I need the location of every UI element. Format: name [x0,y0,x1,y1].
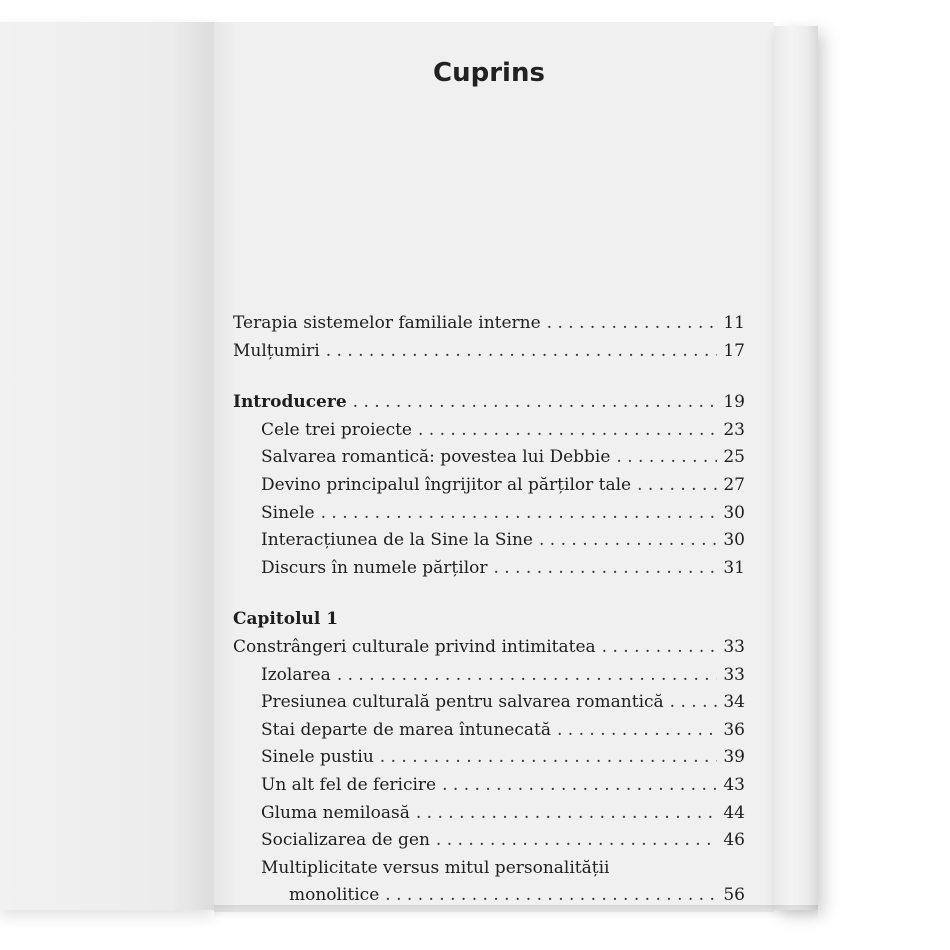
toc-entry [233,747,745,775]
toc-entry [233,830,745,858]
dot-leader [602,637,717,657]
dot-leader [670,692,717,712]
dot-leader [637,475,717,495]
toc-entry-page: 43 [723,774,745,795]
toc-entry [233,692,745,720]
toc-entry [233,775,745,803]
toc-entry-page: 34 [723,692,745,713]
chapter-label: Capitolul 1 [233,609,339,630]
dot-leader [494,558,718,578]
toc-entry [233,420,745,448]
dot-leader [442,775,717,795]
toc-entry-title: Interacțiunea de la Sine la Sine [261,530,533,551]
toc-entry-page: 27 [723,474,745,495]
toc-entry [233,475,745,503]
toc-entry-title: monolitice [289,885,380,906]
toc-entry-title: Sinele pustiu [261,747,374,768]
toc-entry-page: 33 [723,664,745,685]
dot-leader [616,447,717,467]
toc-entry-title: Un alt fel de fericire [261,774,437,795]
toc-entry-title: Sinele [261,502,315,523]
toc-entry [233,720,745,748]
toc-entry-title: Cele trei proiecte [261,419,412,440]
toc-entry-title: Gluma nemiloasă [261,802,410,823]
left-page [0,22,214,910]
dot-leader [416,803,717,823]
toc-entry-page: 17 [723,340,745,361]
toc-entry-page: 30 [723,502,745,523]
toc-entry [233,447,745,475]
toc-entry-title: Stai departe de marea întunecată [261,719,551,740]
dot-leader [380,747,717,767]
dot-leader [557,720,717,740]
toc-entry-continuation [233,885,745,913]
toc-entry-page: 56 [723,885,745,906]
toc-entry [233,665,745,693]
dot-leader [353,392,717,412]
toc-entry-page: 36 [723,719,745,740]
toc-entry-page: 19 [723,392,745,413]
toc-entry-title: Terapia sistemelor familiale interne [233,313,541,333]
toc-entry-title: Multiplicitate versus mitul personalității [261,857,610,878]
toc-entry [233,313,745,341]
dot-leader [337,665,717,685]
toc-chapter-heading [233,609,745,637]
dot-leader [385,885,717,905]
toc-entry-page: 11 [723,313,745,333]
toc-entry [233,341,745,369]
toc-entry-page: 39 [723,747,745,768]
toc-entry-title: Izolarea [261,664,331,685]
toc-entry-title: Devino principalul îngrijitor al părților tale [261,474,632,495]
toc-entry-page: 33 [723,636,745,657]
toc-entry-page: 44 [723,802,745,823]
toc-entry-page: 46 [723,830,745,851]
dot-leader [418,420,717,440]
toc-entry-page: 31 [723,557,745,578]
toc-entry-title: Presiunea culturală pentru salvarea romantică [261,692,664,713]
toc-entry-page: 25 [723,447,745,468]
page-edges [774,26,818,910]
toc-entry-title: Introducere [233,392,347,413]
dot-leader [321,503,717,523]
toc-entry-title: Salvarea romantică: povestea lui Debbie [261,447,611,468]
toc-entry [233,558,745,586]
toc-entry [233,503,745,531]
toc-entry-title: Socializarea de gen [261,830,430,851]
toc-entry-title: Constrângeri culturale privind intimitatea [233,636,596,657]
toc-entry [233,803,745,831]
toc-entry-title: Mulțumiri [233,340,320,361]
toc-entry [233,637,745,665]
table-of-contents [233,313,745,913]
toc-entry-title: Discurs în numele părților [261,557,488,578]
toc-section-heading [233,392,745,420]
toc-entry-wrapped-line [233,858,745,886]
toc-entry-page: 23 [723,419,745,440]
dot-leader [539,530,717,550]
toc-entry [233,530,745,558]
toc-entry-page: 30 [723,530,745,551]
dot-leader [547,313,717,333]
dot-leader [326,341,717,361]
page-title: Cuprins [433,58,545,88]
dot-leader [436,830,717,850]
